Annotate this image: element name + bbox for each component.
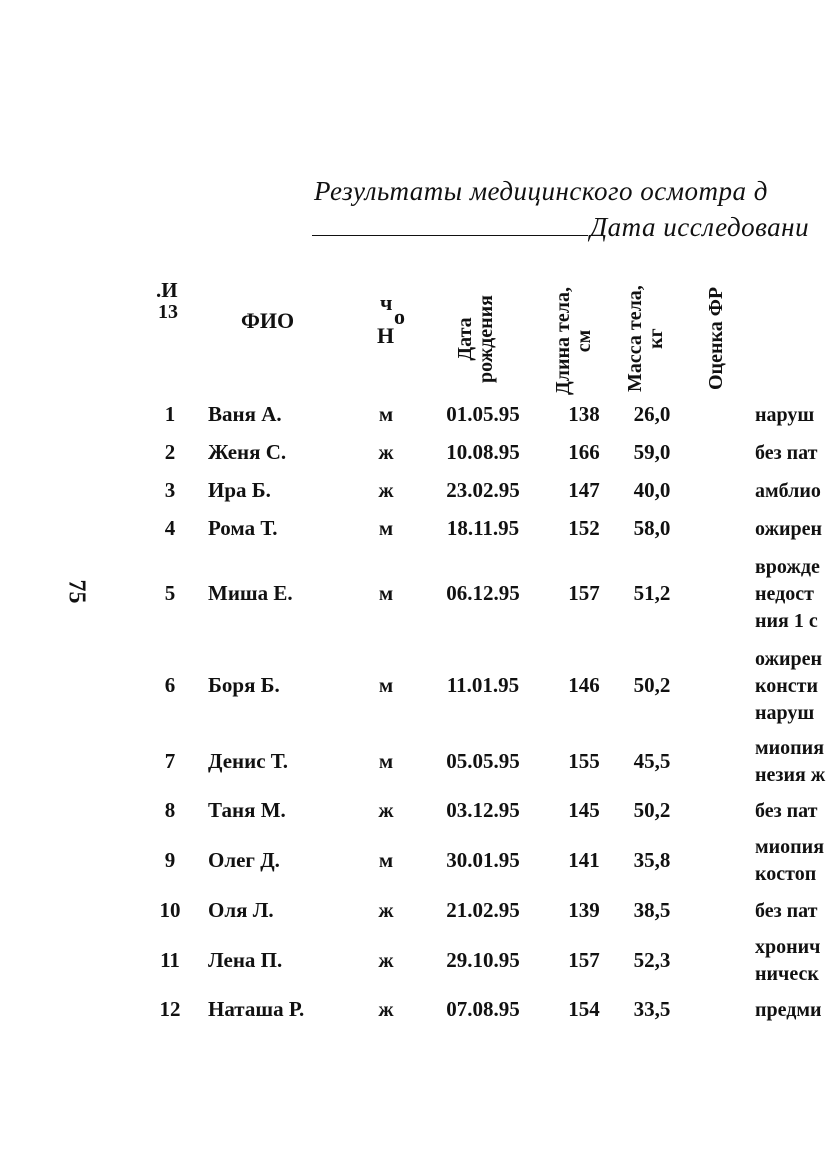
body-length: 145 (568, 798, 600, 822)
body-mass: 45,5 (633, 749, 671, 773)
diagnosis-text: без пат (755, 799, 818, 822)
patient-name: Ваня А. (208, 402, 282, 426)
patient-name: Боря Б. (208, 673, 280, 697)
diagnosis-text: амблио (755, 479, 821, 502)
body-length: 166 (568, 440, 600, 464)
patient-name: Женя С. (208, 440, 287, 464)
diagnosis-text: ожирен (755, 517, 823, 540)
header-body-mass (625, 285, 667, 392)
row-number: 4 (164, 516, 176, 540)
row-number: 8 (164, 798, 176, 822)
row-number: 12 (159, 997, 181, 1021)
patient-sex: ж (378, 478, 394, 502)
diagnosis-text: миопия (755, 737, 825, 759)
row-number: 10 (159, 898, 181, 922)
body-mass: 59,0 (633, 440, 671, 464)
patient-sex: ж (378, 948, 394, 972)
header-number-bottom: 13 (158, 301, 178, 323)
patient-sex: м (378, 516, 394, 540)
header-sex-a: ч (380, 290, 393, 315)
birth-date: 10.08.95 (446, 440, 520, 464)
patient-name: Ира Б. (208, 478, 271, 502)
document-date-line (312, 212, 809, 243)
diagnosis-text: ожирен (755, 647, 823, 670)
patient-name: Денис Т. (208, 749, 288, 773)
header-birth-date (455, 295, 497, 383)
birth-date: 07.08.95 (446, 997, 520, 1021)
patient-name: Оля Л. (208, 898, 274, 922)
row-number: 5 (164, 581, 176, 605)
header-fio: ФИО (241, 308, 295, 333)
diagnosis-text: ническ (755, 963, 819, 985)
header-birth-line1: Дата (454, 317, 476, 361)
header-body-length (553, 287, 595, 395)
blank-underline (312, 234, 588, 236)
diagnosis-text: без пат (755, 899, 818, 922)
header-mass-line1: Масса тела, (624, 285, 646, 392)
diagnosis-text: незия ж (755, 764, 826, 786)
body-mass: 33,5 (633, 997, 671, 1021)
body-mass: 35,8 (633, 848, 671, 872)
body-length: 157 (568, 948, 600, 972)
birth-date: 21.02.95 (446, 898, 520, 922)
patient-sex: м (378, 673, 394, 697)
diagnosis-text: наруш (755, 403, 815, 426)
patient-name: Таня М. (208, 798, 286, 822)
body-mass: 52,3 (633, 948, 671, 972)
diagnosis-text: костоп (755, 863, 817, 885)
row-number: 7 (164, 749, 176, 773)
birth-date: 03.12.95 (446, 798, 520, 822)
body-length: 154 (568, 997, 600, 1021)
diagnosis-text: ния 1 с (755, 609, 818, 632)
birth-date: 06.12.95 (446, 581, 520, 605)
row-number: 9 (164, 848, 176, 872)
birth-date: 05.05.95 (446, 749, 520, 773)
header-number-top: .И (156, 278, 178, 302)
body-length: 152 (568, 516, 600, 540)
patient-name: Рома Т. (208, 516, 278, 540)
patient-sex: ж (378, 798, 394, 822)
body-mass: 50,2 (633, 798, 671, 822)
body-length: 157 (568, 581, 600, 605)
diagnosis-text: миопия (755, 836, 825, 858)
patient-sex: ж (378, 440, 394, 464)
body-length: 146 (568, 673, 600, 697)
birth-date: 11.01.95 (446, 673, 520, 697)
header-fr-label: Оценка ФР (705, 286, 727, 390)
date-label: Дата исследовани (590, 212, 810, 242)
birth-date: 29.10.95 (446, 948, 520, 972)
diagnosis-text: врожде (755, 555, 820, 578)
patient-sex: ж (378, 898, 394, 922)
header-birth-line2: рождения (475, 295, 497, 383)
body-length: 155 (568, 749, 600, 773)
body-mass: 51,2 (633, 581, 671, 605)
diagnosis-text: хронич (755, 936, 821, 958)
header-sex-c: Н (377, 323, 395, 348)
patient-name: Лена П. (208, 948, 283, 972)
birth-date: 23.02.95 (446, 478, 520, 502)
header-length-line2: см (573, 329, 595, 353)
patient-name: Наташа Р. (208, 997, 305, 1021)
patient-sex: м (378, 581, 394, 605)
body-mass: 38,5 (633, 898, 671, 922)
header-fr-assessment (706, 287, 727, 390)
patient-sex: ж (378, 997, 394, 1021)
row-number: 6 (164, 673, 176, 697)
header-mass-line2: кг (645, 328, 667, 349)
patient-sex: м (378, 749, 394, 773)
row-number: 11 (160, 948, 180, 972)
row-number: 3 (164, 478, 176, 502)
diagnosis-text: предми (755, 998, 822, 1021)
header-length-line1: Длина тела, (552, 287, 574, 395)
header-sex-b: о (394, 304, 405, 329)
body-mass: 58,0 (633, 516, 671, 540)
body-mass: 40,0 (633, 478, 671, 502)
diagnosis-text: наруш (755, 701, 815, 724)
birth-date: 18.11.95 (446, 516, 520, 540)
patient-sex: м (378, 848, 394, 872)
body-mass: 26,0 (633, 402, 671, 426)
row-number: 1 (164, 402, 176, 426)
diagnosis-text: недост (755, 582, 814, 605)
birth-date: 30.01.95 (446, 848, 520, 872)
patient-name: Миша Е. (208, 581, 293, 605)
patient-name: Олег Д. (208, 848, 280, 872)
document-title: Результаты медицинского осмотра д (314, 176, 768, 206)
diagnosis-text: консти (755, 674, 819, 697)
page-number: 75 (63, 579, 90, 604)
body-length: 139 (568, 898, 600, 922)
body-length: 138 (568, 402, 600, 426)
birth-date: 01.05.95 (446, 402, 520, 426)
body-length: 147 (568, 478, 600, 502)
diagnosis-text: без пат (755, 441, 818, 464)
row-number: 2 (164, 440, 176, 464)
patient-sex: м (378, 402, 394, 426)
body-mass: 50,2 (633, 673, 671, 697)
body-length: 141 (568, 848, 600, 872)
